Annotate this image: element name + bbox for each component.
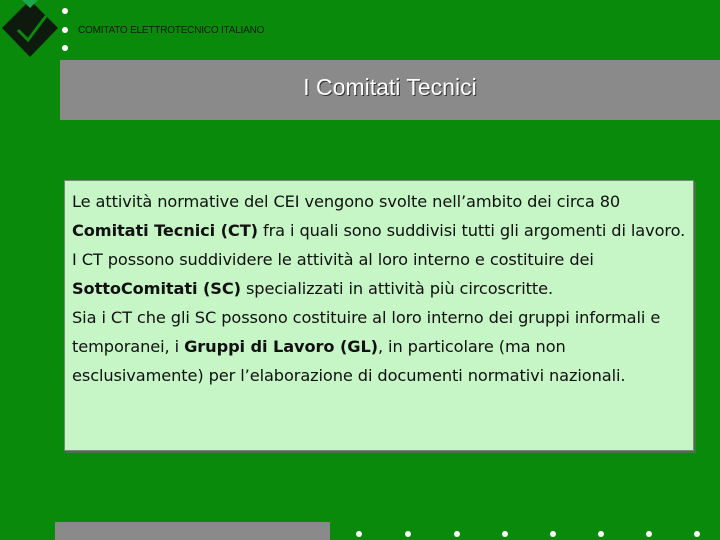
bold-term-gl: Gruppi di Lavoro (GL) <box>184 337 378 356</box>
footer-dot <box>646 531 652 537</box>
paragraph-ct <box>72 187 687 245</box>
footer-dot <box>550 531 556 537</box>
header-dot <box>62 27 68 33</box>
bold-term-ct: Comitati Tecnici (CT) <box>72 221 258 240</box>
footer-dot <box>405 531 411 537</box>
text: I CT possono suddividere le attività al loro interno e costituire dei <box>72 250 594 269</box>
footer-dot <box>598 531 604 537</box>
text: Le attività normative del CEI vengono svolte nell’ambito dei circa 80 <box>72 192 621 211</box>
cei-logo <box>0 0 62 60</box>
bold-term-sc: SottoComitati (SC) <box>72 279 241 298</box>
footer-dot <box>454 531 460 537</box>
text: fra i quali sono suddivisi tutti gli argomenti di lavoro. <box>257 221 686 240</box>
text: specializzati in attività più circoscritte. <box>240 279 554 298</box>
content-box <box>64 180 694 451</box>
title-bar <box>60 60 720 120</box>
text: , in particolare (ma non esclusivamente) per l’elaborazione di documenti normativi nazionali. <box>72 337 626 385</box>
organization-name: COMITATO ELETTROTECNICO ITALIANO <box>78 25 265 36</box>
footer-dot <box>356 531 362 537</box>
paragraph-gl <box>72 303 687 390</box>
header-dot <box>62 45 68 51</box>
footer-dot <box>694 531 700 537</box>
header-dot <box>62 8 68 14</box>
text: Sia i CT che gli SC possono costituire al loro interno dei gruppi informali e temporanei, i <box>72 308 661 356</box>
footer-dot <box>502 531 508 537</box>
paragraph-sc <box>72 245 687 303</box>
footer-bar <box>55 522 330 540</box>
slide-title: I Comitati Tecnici <box>303 74 477 100</box>
